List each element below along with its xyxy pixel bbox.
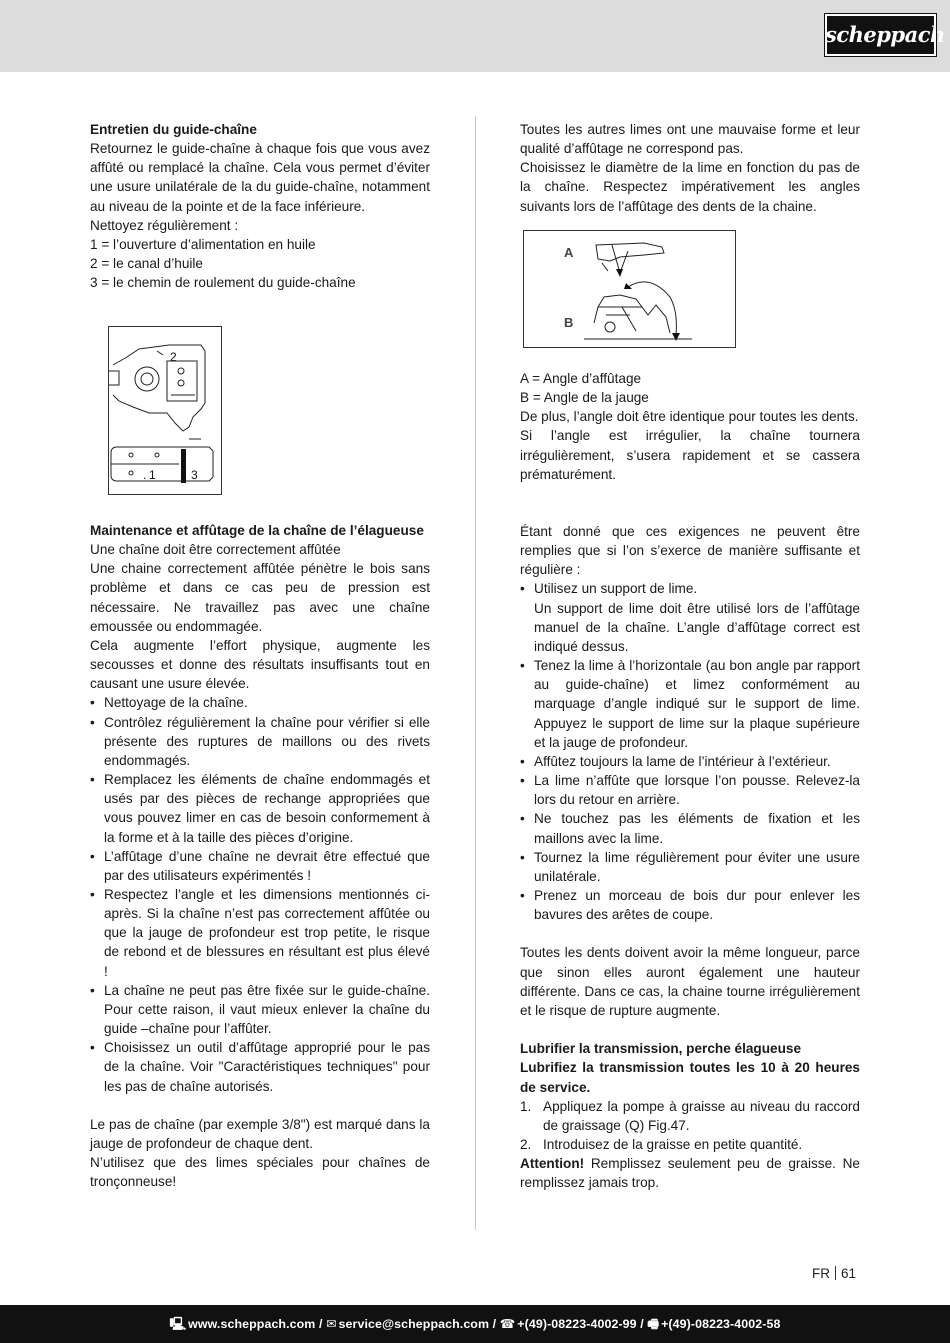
- list-item: • Choisissez un outil d’affûtage approprié pour le pas de la chaîne. Voir "Caractéristiques techniques" pour les pas de chaîne autorisés.: [90, 1038, 430, 1095]
- list-line: 3 = le chemin de roulement du guide-chaîne: [90, 275, 356, 291]
- paragraph: Retournez le guide-chaîne à chaque fois que vous avez affûté ou remplacé la chaîne. Cela vous permet d’éviter une usure unilatérale de la du guide-chaîne, notamment au niveau de la pointe et de la face inférieure.: [90, 141, 430, 214]
- attention-text: Remplissez seulement peu de graisse. Ne remplissez jamais trop.: [520, 1156, 860, 1191]
- paragraph: De plus, l’angle doit être identique pour toutes les dents.: [520, 409, 859, 425]
- page-separator: [835, 1266, 836, 1280]
- list-item: • La chaîne ne peut pas être fixée sur le guide-chaîne. Pour cette raison, il vaut mieux enlever la chaîne du guide –chaîne pour l’affûter.: [90, 981, 430, 1038]
- footer-fax: +(49)-08223-4002-58: [661, 1317, 781, 1331]
- sharpening-angle-figure: [523, 230, 736, 348]
- page-index: 61: [841, 1266, 857, 1281]
- fig-label-1: .: [143, 468, 147, 482]
- fig-label-3: 3: [191, 468, 198, 482]
- list-line: 2 = le canal d’huile: [90, 256, 203, 272]
- legend-a: A = Angle d’affûtage: [520, 371, 642, 386]
- footer-web[interactable]: www.scheppach.com: [188, 1317, 316, 1331]
- guide-bar-figure: [108, 326, 222, 495]
- footer-bar: [0, 1305, 950, 1343]
- legend-b: B = Angle de la jauge: [520, 390, 649, 406]
- footer-sep: /: [315, 1317, 327, 1331]
- paragraph: Nettoyez régulièrement :: [90, 217, 239, 233]
- attention-note: [520, 1154, 860, 1192]
- footer-sep: /: [489, 1317, 500, 1331]
- list-item: • La lime n’affûte que lorsque l’on pousse. Relevez-la lors du retour en arrière.: [520, 771, 860, 809]
- bullet-list: [520, 579, 860, 924]
- list-item: • Tenez la lime à l’horizontale (au bon angle par rapport au guide-chaîne) et limez conformément au marquage d’angle indiqué sur le support de lime. Appuyez le support de lime sur la plaque supérieure et la jauge de profondeur.: [520, 656, 860, 752]
- section-subtitle: Lubrifiez la transmission toutes les 10 à 20 heures de service.: [520, 1060, 860, 1095]
- footer-phone: +(49)-08223-4002-99: [517, 1317, 637, 1331]
- list-item-text: Utilisez un support de lime. Un support de lime doit être utilisé lors de l’affûtage manuel de la chaîne. L’angle d’affûtage correct est indiqué dessus.: [534, 581, 860, 654]
- step-text: Appliquez la pompe à graisse au niveau du raccord de graissage (Q) Fig.47.: [543, 1098, 860, 1133]
- section-angle-legend: [520, 369, 860, 484]
- page-number: [812, 1266, 856, 1281]
- list-item: • Nettoyage de la chaîne.: [90, 693, 430, 712]
- footer-sep: /: [636, 1317, 648, 1331]
- section-title: Entretien du guide-chaîne: [90, 122, 257, 137]
- column-divider: [475, 116, 476, 1230]
- phone-icon: ☎: [499, 1317, 516, 1331]
- section-guide-maintenance: [90, 120, 430, 292]
- section-chain-sharpening: [90, 521, 430, 1191]
- section-file-selection: [520, 120, 860, 216]
- list-item: • Tournez la lime régulièrement pour éviter une usure unilatérale.: [520, 848, 860, 886]
- step-number: 2.: [520, 1136, 532, 1152]
- paragraph: N’utilisez que des limes spéciales pour chaînes de tronçonneuse!: [90, 1155, 430, 1190]
- section-title: Maintenance et affûtage de la chaîne de l’élagueuse: [90, 523, 424, 538]
- paragraph: Choisissez le diamètre de la lime en fonction du pas de la chaîne. Respectez impérativement les angles suivants lors de l’affûtage des dents de la chaine.: [520, 160, 860, 214]
- footer-mail[interactable]: service@scheppach.com: [338, 1317, 490, 1331]
- computer-icon: 🖳: [169, 1317, 187, 1331]
- brand-logo: scheppach: [825, 14, 936, 56]
- paragraph: Une chaîne doit être correctement affûtée: [90, 542, 341, 558]
- section-sharpening-tips: [520, 522, 860, 1192]
- paragraph: Étant donné que ces exigences ne peuvent être remplies que si l’on s’exerce de manière suffisante et régulière :: [520, 524, 860, 578]
- list-item: • Ne touchez pas les éléments de fixation et les maillons avec la lime.: [520, 809, 860, 847]
- list-item: • Prenez un morceau de bois dur pour enlever les bavures des arêtes de coupe.: [520, 886, 860, 924]
- fig-label-1-text: 1: [149, 468, 156, 482]
- page-lang: FR: [812, 1266, 830, 1281]
- paragraph: Toutes les autres limes ont une mauvaise forme et leur qualité d’affûtage ne correspond pas.: [520, 122, 860, 157]
- attention-label: Attention!: [520, 1156, 585, 1172]
- bullet-list: [90, 693, 430, 1095]
- angle-drawing: [524, 231, 734, 346]
- list-item: • Respectez l’angle et les dimensions mentionnés ci-après. Si la chaîne n’est pas correctement affûtée ou que la jauge de profondeur est trop petite, le risque de rebond et de blessures en résultant est plus élevé !: [90, 885, 430, 981]
- step-number: 1.: [520, 1098, 532, 1114]
- list-item: • Remplacez les éléments de chaîne endommagés et usés par des pièces de rechange appropriées que vous pouvez limer en cas de besoin conformement à la forme et à la taille des pièces d’origine.: [90, 770, 430, 847]
- fax-icon: 🖷: [647, 1317, 660, 1331]
- list-item: • Contrôlez régulièrement la chaîne pour vérifier si elle présente des ruptures de maillons ou des rivets endommagés.: [90, 713, 430, 770]
- paragraph: Cela augmente l’effort physique, augmente les secousses et donne des résultats insuffisants tout en causant une usure élevée.: [90, 637, 430, 692]
- fig-label-a: A: [564, 245, 574, 260]
- list-item: • L’affûtage d’une chaîne ne devrait être effectué que par des utilisateurs expérimentés !: [90, 847, 430, 885]
- list-item: [520, 1135, 860, 1154]
- list-item: • Affûtez toujours la lame de l’intérieur à l’extérieur.: [520, 752, 860, 771]
- fig-label-2: 2: [170, 350, 177, 364]
- mail-icon: ✉: [326, 1317, 337, 1331]
- fig-label-b: B: [564, 315, 574, 330]
- header-band: [0, 0, 950, 72]
- section-title: Lubrifier la transmission, perche élagueuse: [520, 1041, 802, 1057]
- list-line: 1 = l’ouverture d’alimentation en huile: [90, 236, 316, 252]
- step-text: Introduisez de la graisse en petite quantité.: [543, 1136, 803, 1152]
- numbered-list: [520, 1097, 860, 1154]
- paragraph: Si l’angle est irrégulier, la chaîne tournera irrégulièrement, s’usera rapidement et se cassera prématurément.: [520, 428, 860, 482]
- guide-bar-drawing: [109, 327, 221, 494]
- paragraph: Le pas de chaîne (par exemple 3/8") est marqué dans la jauge de profondeur de chaque dent.: [90, 1116, 430, 1151]
- paragraph: Toutes les dents doivent avoir la même longueur, parce que sinon elles auront également une hauteur différente. Dans ce cas, la chaine tourne irrégulièrement et le risque de rupture augmente.: [520, 945, 860, 1018]
- paragraph: Une chaine correctement affûtée pénètre le bois sans problème et dans ce cas peu de pression est nécessaire. Ne travaillez pas avec une chaîne emoussée ou endommagée.: [90, 561, 430, 634]
- list-item: [520, 579, 860, 656]
- list-item: [520, 1097, 860, 1135]
